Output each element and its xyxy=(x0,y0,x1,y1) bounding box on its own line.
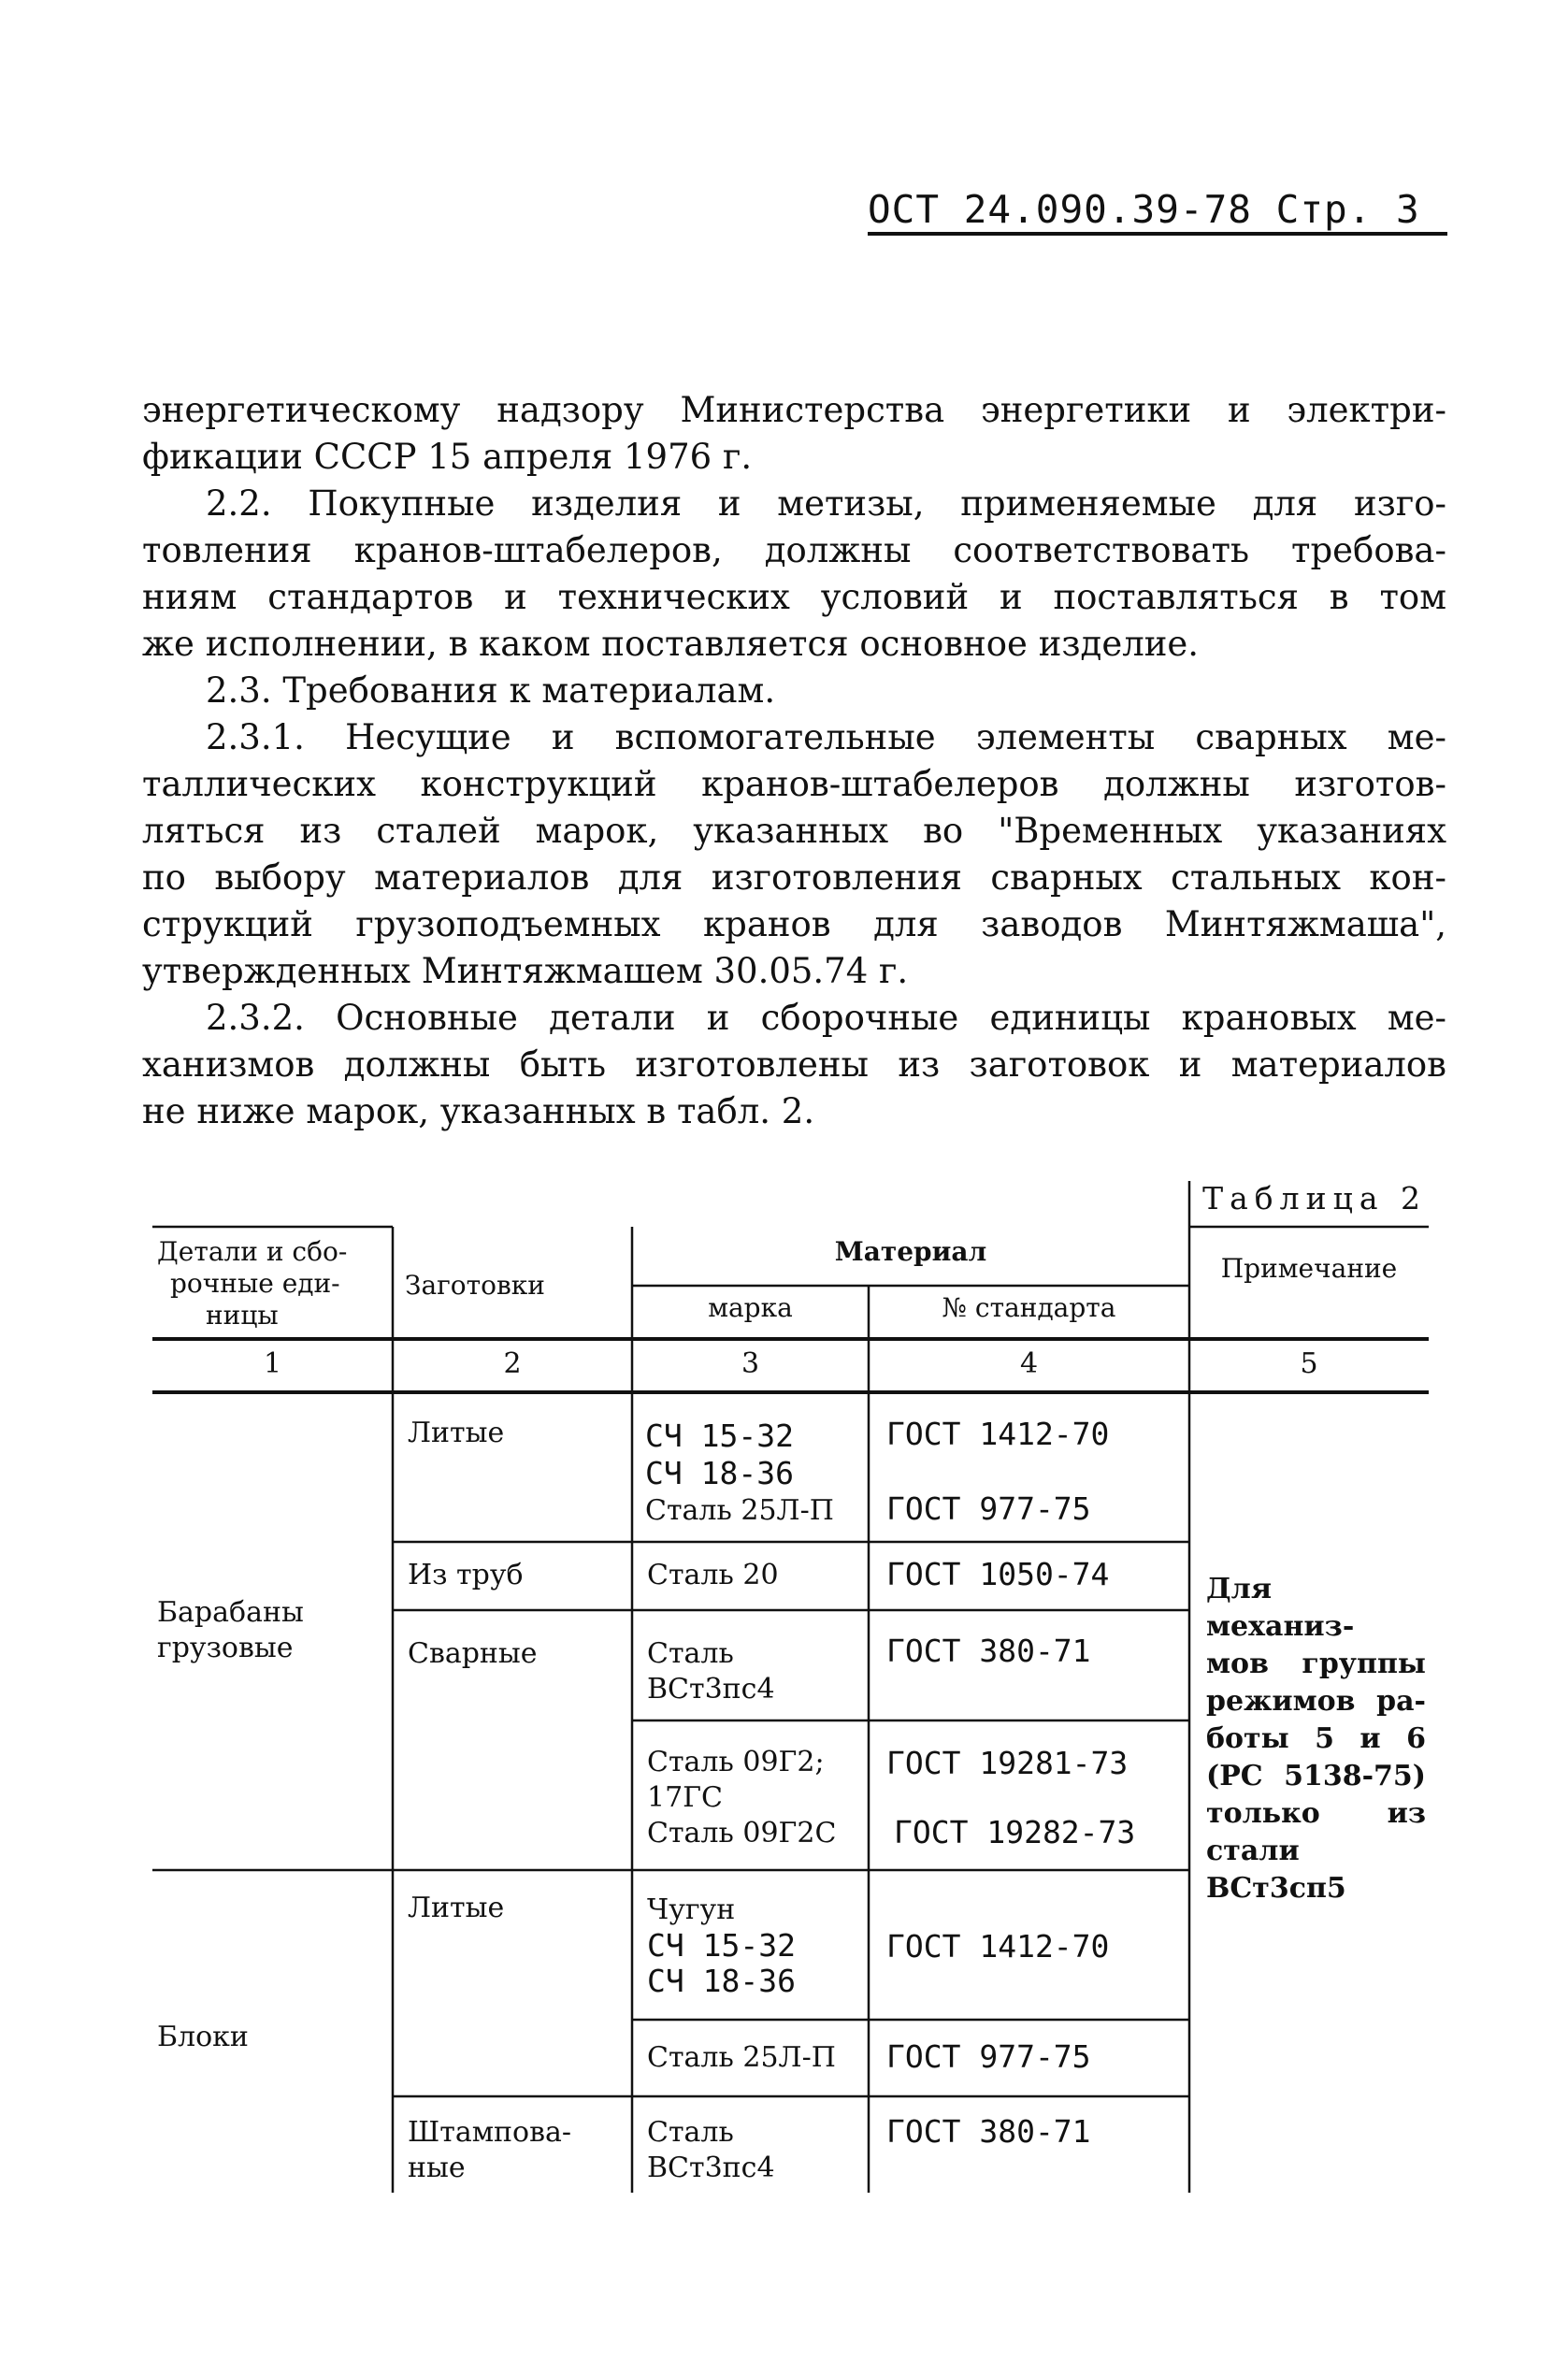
part-line: Блоки xyxy=(157,2021,249,2053)
header-parts-line: ницы xyxy=(206,1300,279,1331)
body-text xyxy=(142,387,1446,1135)
grade-line: СЧ 18-36 xyxy=(647,1963,796,1999)
standard-cell: ГОСТ 1412-70 xyxy=(886,1928,1110,1965)
standard-cell: ГОСТ 380-71 xyxy=(886,1633,1091,1669)
header-blanks: Заготовки xyxy=(405,1270,545,1301)
standard-line: ГОСТ 19282-73 xyxy=(894,1814,1136,1850)
grade-cell: Сталь 20 xyxy=(647,1559,779,1591)
standard-cell: ГОСТ 1050-74 xyxy=(886,1556,1110,1592)
grade-line: Сталь 09Г2С xyxy=(647,1817,837,1850)
text-line: 2.3. Требования к материалам. xyxy=(206,670,776,711)
text-line: товления кранов-штабелеров, должны соответствовать требова- xyxy=(142,530,1446,570)
grade-line: Сталь xyxy=(647,2116,734,2149)
standard-line xyxy=(886,1453,1109,1490)
part-cell xyxy=(157,1595,304,1666)
text-line: ниям стандартов и технических условий и поставляться в том xyxy=(142,577,1446,617)
grade-cell: Сталь 25Л-П xyxy=(647,2041,836,2074)
text-line: по выбору материалов для изготовления сварных стальных кон- xyxy=(142,857,1446,898)
standard-cell xyxy=(886,1416,1109,1528)
standard-line: ГОСТ 1412-70 xyxy=(886,1416,1110,1452)
note-cell: Для механиз- мов группы режимов ра- боты 5 и 6 (РС 5138-75) только из стали ВСт3сп5 xyxy=(1206,1573,1426,1905)
grade-line: СЧ 15-32 xyxy=(647,1927,796,1964)
blank-cell: Литые xyxy=(408,1417,505,1449)
header-parts xyxy=(157,1236,347,1331)
standard-cell: ГОСТ 977-75 xyxy=(886,2038,1091,2075)
header-material: Материал xyxy=(834,1236,987,1267)
part-line: Барабаны xyxy=(157,1596,304,1629)
blank-cell xyxy=(408,2115,571,2186)
text-line: утвержденных Минтяжмашем 30.05.74 г. xyxy=(142,951,909,991)
blank-cell: Литые xyxy=(408,1892,505,1924)
grade-cell xyxy=(647,1745,836,1851)
header-grade: марка xyxy=(708,1292,793,1323)
standard-cell xyxy=(886,1745,1135,1851)
text-line: фикации СССР 15 апреля 1976 г. xyxy=(142,437,753,477)
text-line: 2.3.2. Основные детали и сборочные единицы крановых ме- xyxy=(206,998,1446,1038)
column-number: 2 xyxy=(503,1347,522,1380)
part-line: грузовые xyxy=(157,1632,294,1664)
column-number: 5 xyxy=(1300,1347,1318,1380)
grade-line: СЧ 15-32 xyxy=(645,1418,794,1454)
text-line: 2.2. Покупные изделия и метизы, применяемые для изго- xyxy=(206,483,1446,524)
column-number: 1 xyxy=(263,1347,282,1380)
header-parts-line: Детали и сбо- xyxy=(157,1236,348,1267)
standard-cell: ГОСТ 380-71 xyxy=(886,2113,1091,2150)
text-line: ханизмов должны быть изготовлены из заготовок и материалов xyxy=(142,1044,1446,1085)
table-title: Таблица 2 xyxy=(1202,1180,1427,1216)
grade-line: ВСт3пс4 xyxy=(647,2152,775,2184)
blank-line: Штампова- xyxy=(408,2116,572,2149)
text-line: струкций грузоподъемных кранов для заводов Минтяжмаша", xyxy=(142,904,1446,944)
text-line: не ниже марок, указанных в табл. 2. xyxy=(142,1091,815,1131)
grade-cell xyxy=(647,1636,775,1707)
blank-line: ные xyxy=(408,2152,466,2184)
standard-line: ГОСТ 977-75 xyxy=(886,1490,1091,1527)
text-line: энергетическому надзору Министерства энергетики и электри- xyxy=(142,390,1446,430)
blank-cell: Сварные xyxy=(408,1637,538,1670)
grade-line: 17ГС xyxy=(647,1781,723,1814)
blank-cell: Из труб xyxy=(408,1559,524,1591)
grade-line: Чугун xyxy=(647,1893,736,1926)
grade-line: Сталь 25Л-П xyxy=(645,1494,834,1527)
column-number: 4 xyxy=(1019,1347,1039,1380)
text-line: 2.3.1. Несущие и вспомогательные элементы сварных ме- xyxy=(206,717,1446,757)
column-number: 3 xyxy=(741,1347,760,1380)
text-line: же исполнении, в каком поставляется основное изделие. xyxy=(142,624,1200,664)
header-parts-line: рочные еди- xyxy=(170,1268,340,1299)
header-note: Примечание xyxy=(1220,1253,1398,1284)
standard-line: ГОСТ 19281-73 xyxy=(886,1745,1129,1781)
text-line: ляться из сталей марок, указанных во "Временных указаниях xyxy=(142,811,1446,851)
part-cell xyxy=(157,2020,249,2055)
grade-cell xyxy=(647,2115,775,2186)
document-reference-header: ОСТ 24.090.39-78 Стр. 3 xyxy=(868,189,1447,236)
standard-line xyxy=(886,1782,1135,1814)
grade-line: Сталь 09Г2; xyxy=(647,1746,825,1778)
grade-cell xyxy=(645,1418,834,1530)
grade-line: Сталь xyxy=(647,1637,734,1670)
text-line: таллических конструкций кранов-штабелеров должны изготов- xyxy=(142,764,1446,804)
header-standard: № стандарта xyxy=(942,1292,1116,1323)
grade-line: СЧ 18-36 xyxy=(645,1455,794,1491)
grade-line: ВСт3пс4 xyxy=(647,1673,775,1706)
grade-cell xyxy=(647,1893,796,1999)
